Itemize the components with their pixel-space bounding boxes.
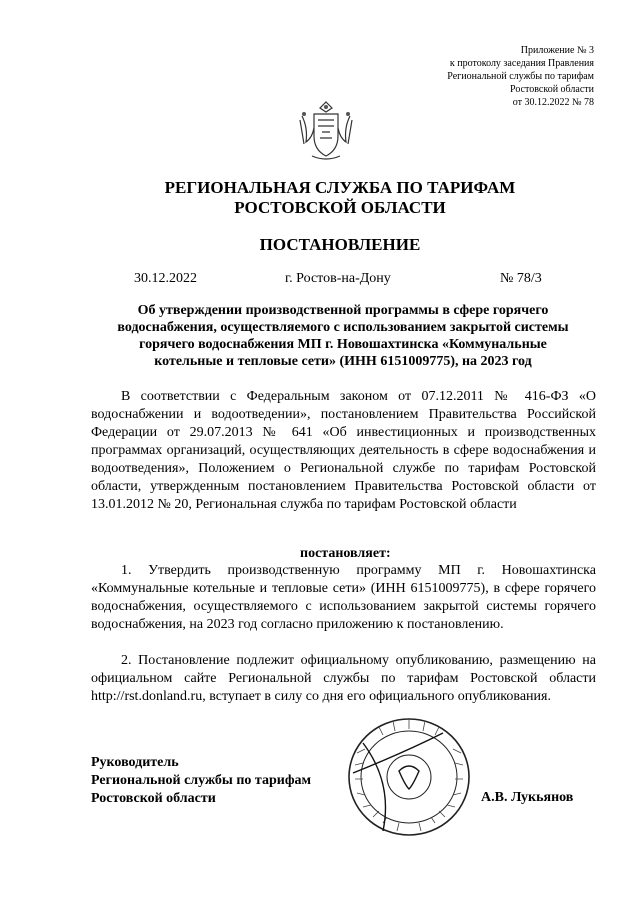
appendix-line: Ростовской области (510, 84, 594, 95)
decree-word: постановляет: (300, 546, 391, 561)
document-subject (88, 302, 598, 370)
preamble-paragraph: В соответствии с Федеральным законом от 07.12.2011 № 416-ФЗ «О водоснабжении и водоотведении», постановлением Правительства Российской Федерации от 29.07.2013 № 641 «Об инвестиционных и производственных программах организаций, осуществляющих деятельность в сфере водоснабжения и водоотведения», Положением о Региональной службе по тарифам Ростовской области, утвержденным постановлением Правительства Ростовской области от 13.01.2012 № 20, Региональная служба по тарифам Ростовской области (91, 389, 596, 512)
signature-block (91, 754, 311, 808)
decree-item-1: 1. Утвердить производственную программу МП г. Новошахтинска «Коммунальные котельные и тепловые сети» (ИНН 6151009775), в сфере горячего водоснабжения, осуществляемого с использованием закрытой системы горячего водоснабжения, на 2023 год согласно приложению к постановлению. (91, 563, 596, 632)
rostov-coat-of-arms-icon (298, 98, 354, 162)
signature-title-line: Руководитель (91, 755, 179, 770)
document-type: ПОСТАНОВЛЕНИЕ (259, 235, 421, 254)
document-city: г. Ростов-на-Дону (285, 271, 391, 286)
document-date: 30.12.2022 (134, 271, 197, 286)
appendix-note (374, 44, 594, 109)
signature-title-line: Ростовской области (91, 791, 216, 806)
org-title-line1: РЕГИОНАЛЬНАЯ СЛУЖБА ПО ТАРИФАМ (164, 178, 516, 197)
appendix-line: Приложение № 3 (520, 45, 594, 56)
subject-line: Об утверждении производственной программы в сфере горячего (137, 303, 549, 318)
subject-line: водоснабжения, осуществляемого с использованием закрытой системы (117, 320, 569, 335)
signer-name: А.В. Лукьянов (481, 790, 574, 805)
appendix-line: к протоколу заседания Правления (449, 58, 594, 69)
appendix-line: Региональной службы по тарифам (447, 71, 594, 82)
subject-line: котельные и тепловые сети» (ИНН 6151009775), на 2023 год (154, 354, 532, 369)
appendix-line: от 30.12.2022 № 78 (512, 97, 594, 108)
org-title-line2: РОСТОВСКОЙ ОБЛАСТИ (234, 198, 446, 217)
subject-line: горячего водоснабжения МП г. Новошахтинска «Коммунальные (139, 337, 547, 352)
signature-title-line: Региональной службы по тарифам (91, 773, 312, 788)
official-seal-icon (343, 713, 475, 841)
document-number: № 78/3 (500, 271, 542, 286)
decree-item-2: 2. Постановление подлежит официальному опубликованию, размещению на официальном сайте Региональной службы по тарифам Ростовской области http://rst.donland.ru, вступает в силу со дня его официального опубликования. (91, 653, 596, 704)
